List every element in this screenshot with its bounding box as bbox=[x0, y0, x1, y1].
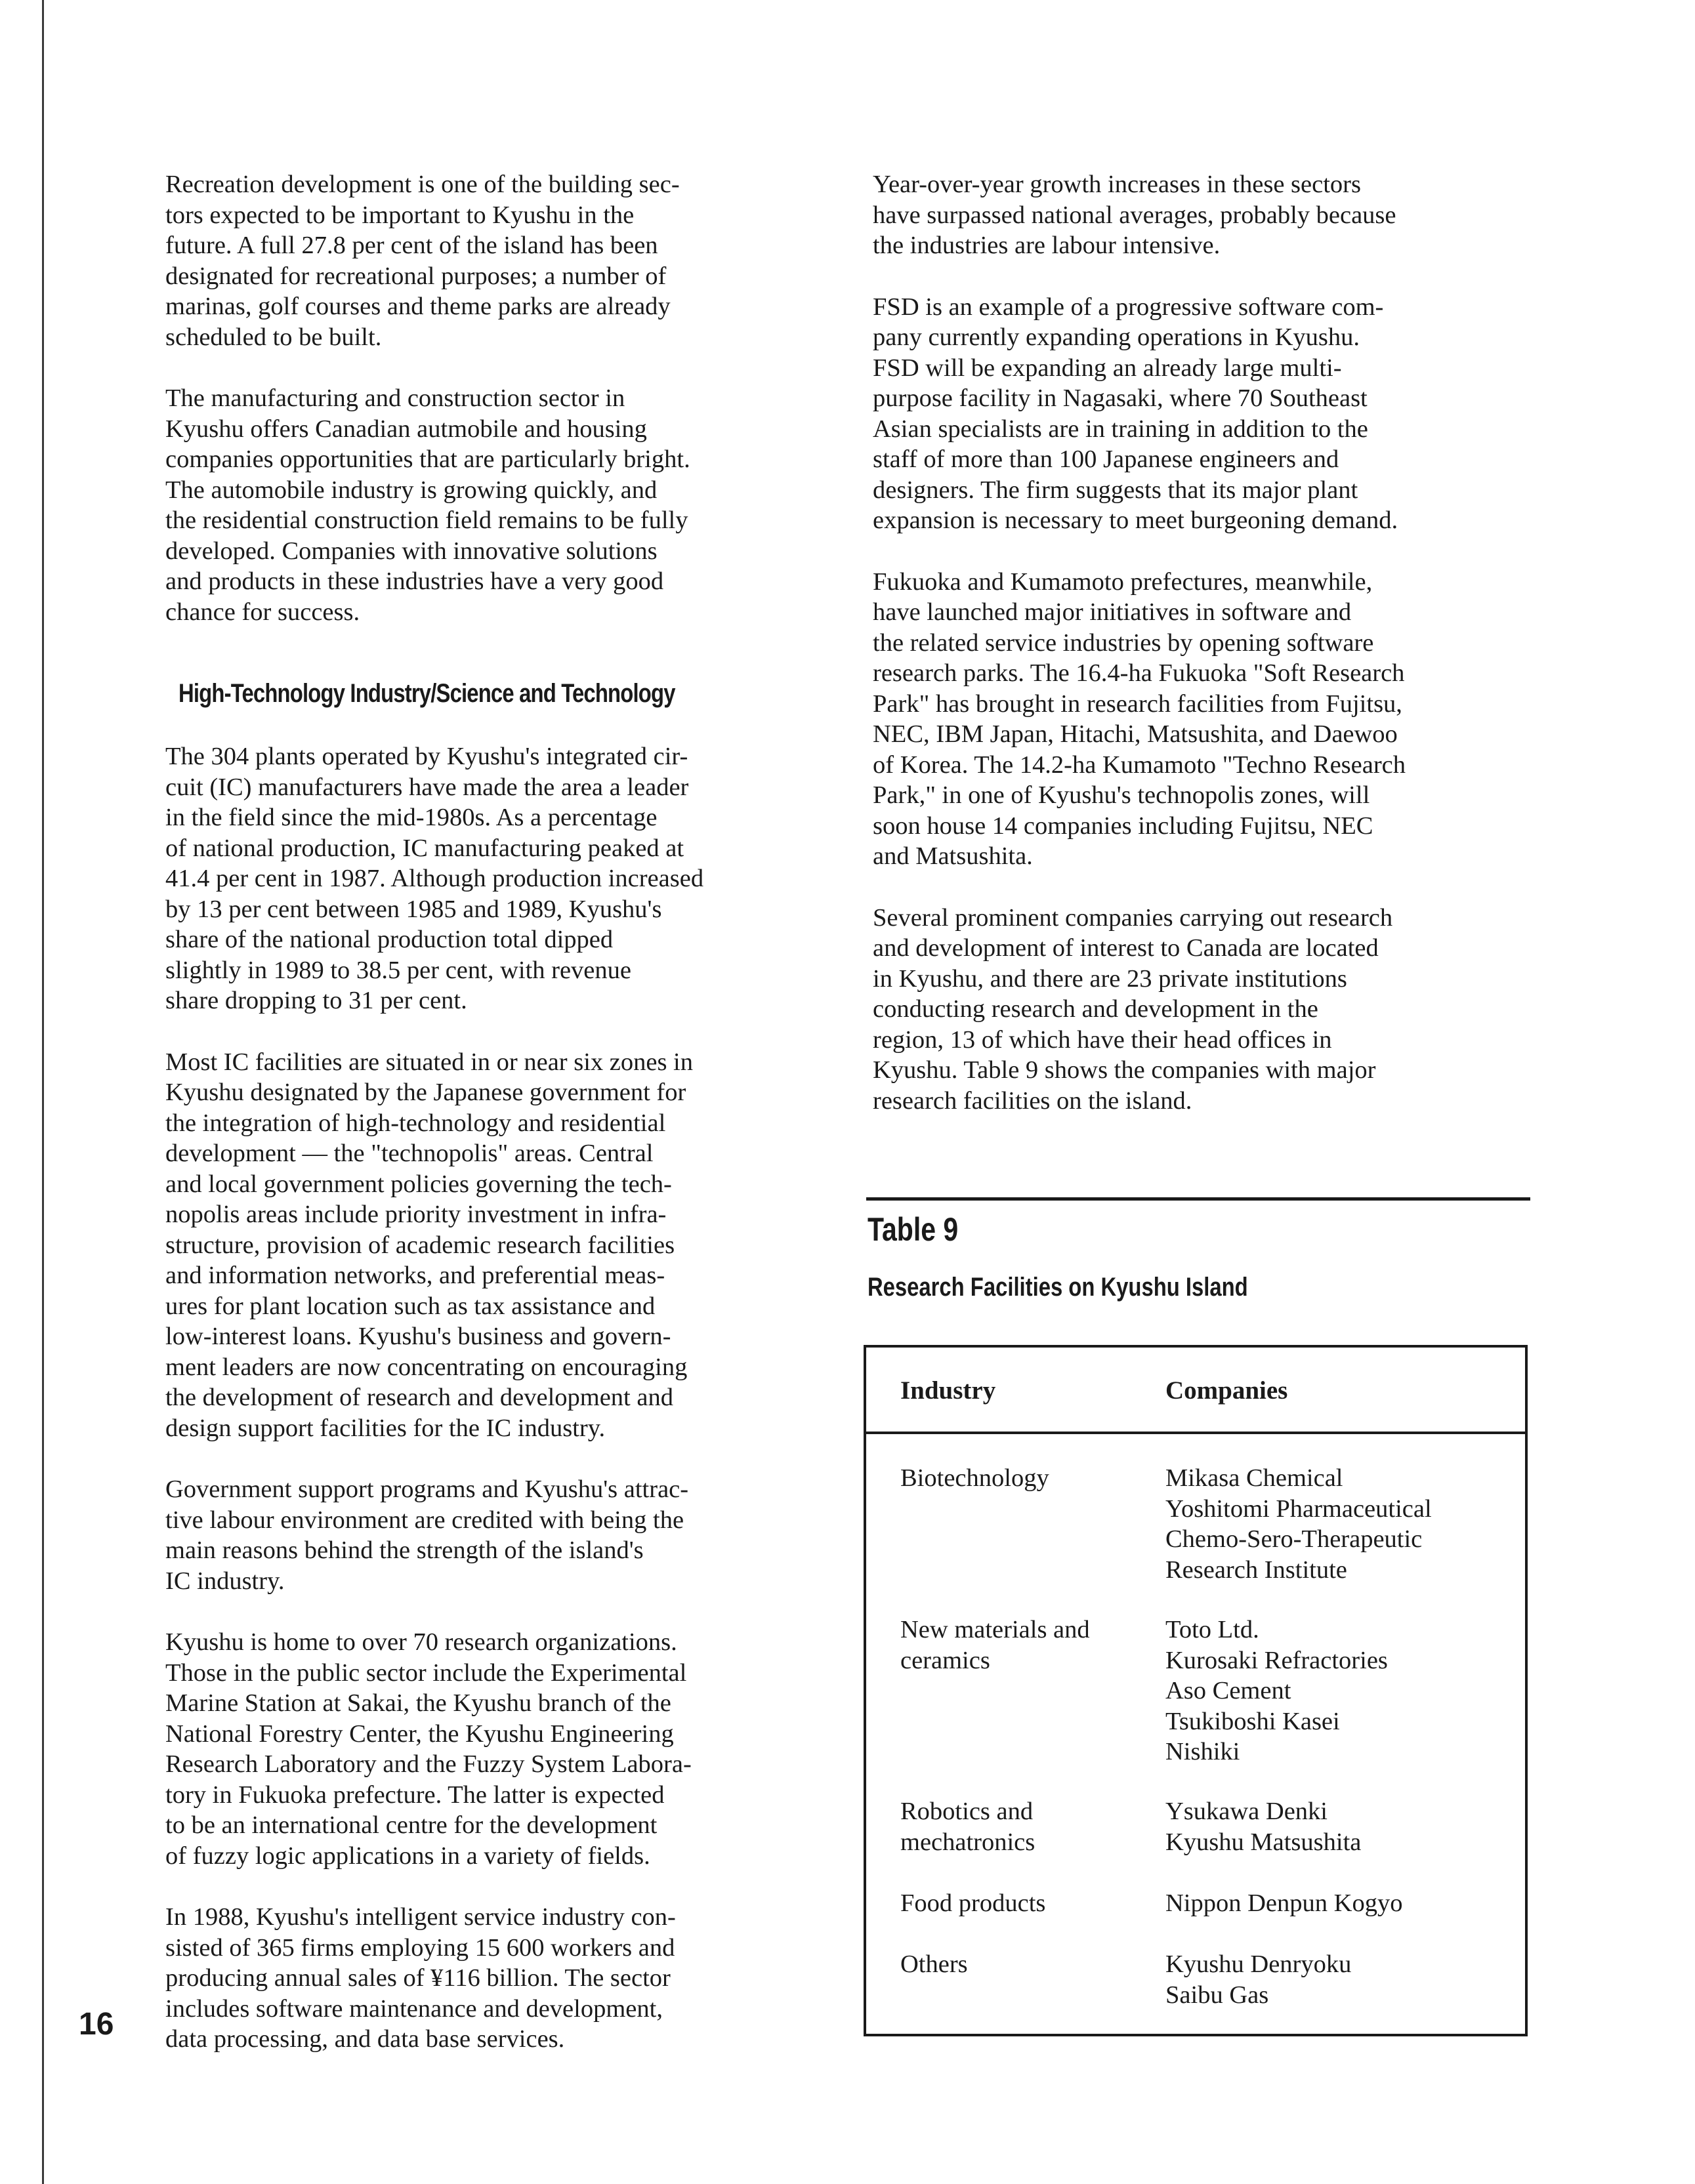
left-column-intro bbox=[165, 169, 835, 658]
paragraph-research-parks: Fukuoka and Kumamoto prefectures, meanwhile, have launched major initiatives in software and the related service industries by opening software research parks. The 16.4-ha Fukuoka "Soft Research Park" has brought in research facilities from Fujitsu, NEC, IBM Japan, Hitachi, Matsushita, and Daewoo of Korea. The 14.2-ha Kumamoto "Techno Research Park," in one of Kyushu's technopolis zones, will soon house 14 companies including Fujitsu, NEC and Matsushita. bbox=[873, 567, 1406, 870]
company-name: Kurosaki Refractories bbox=[1165, 1646, 1388, 1674]
cell-industry: Robotics and mechatronics bbox=[900, 1798, 1036, 1856]
page-number: 16 bbox=[79, 2007, 114, 2042]
company-name: Mikasa Chemical bbox=[1165, 1464, 1343, 1492]
cell-industry: Others bbox=[900, 1950, 968, 1978]
company-name: Kyushu Denryoku bbox=[1165, 1950, 1352, 1978]
company-name: Toto Ltd. bbox=[1165, 1616, 1259, 1643]
table-header-row bbox=[866, 1348, 1525, 1434]
research-facilities-table bbox=[864, 1345, 1528, 2036]
company-name: Saibu Gas bbox=[1165, 1981, 1269, 2009]
paragraph-government-support: Government support programs and Kyushu's attrac- tive labour environment are credited with being the main reasons behind the strength of the island's IC industry. bbox=[165, 1475, 689, 1595]
cell-companies bbox=[1165, 1615, 1520, 1767]
company-name: Tsukiboshi Kasei bbox=[1165, 1707, 1340, 1735]
paragraph-ic-plants: The 304 plants operated by Kyushu's integrated cir- cuit (IC) manufacturers have made the area a leader in the field since the mid-1980s. As a percentage of national production, IC manufacturing peaked at 41.4 per cent in 1987. Although production increased by 13 per cent between 1985 and 1989, Kyushu's share of the national production total dipped slightly in 1989 to 38.5 per cent, with revenue share dropping to 31 per cent. bbox=[165, 743, 704, 1014]
cell-companies bbox=[1165, 1888, 1520, 1919]
cell-companies bbox=[1165, 1949, 1520, 2010]
header-industry: Industry bbox=[900, 1376, 996, 1405]
section-heading: High-Technology Industry/Science and Technology bbox=[178, 679, 675, 708]
header-companies: Companies bbox=[1165, 1376, 1288, 1405]
left-column-section bbox=[165, 741, 835, 2086]
cell-industry: Biotechnology bbox=[900, 1464, 1049, 1492]
paragraph-recreation: Recreation development is one of the building sec- tors expected to be important to Kyushu in the future. A full 27.8 per cent of the island has been designated for recreational purposes; a number of marinas, golf courses and theme parks are already scheduled to be built. bbox=[165, 171, 680, 351]
cell-companies bbox=[1165, 1463, 1520, 1585]
company-name: Ysukawa Denki bbox=[1165, 1798, 1328, 1825]
table-caption: Research Facilities on Kyushu Island bbox=[868, 1273, 1248, 1302]
paragraph-service-industry: In 1988, Kyushu's intelligent service industry con- sisted of 365 firms employing 15 600 workers and producing annual sales of ¥116 billion. The sector includes software maintenance and development, data processing, and data base services. bbox=[165, 1903, 676, 2053]
company-name: Nishiki bbox=[1165, 1738, 1240, 1765]
paragraph-growth: Year-over-year growth increases in these sectors have surpassed national averages, probably because the industries are labour intensive. bbox=[873, 171, 1396, 259]
right-column bbox=[873, 169, 1542, 1147]
cell-industry: Food products bbox=[900, 1889, 1046, 1917]
page-edge-line bbox=[42, 0, 44, 2184]
company-name: Kyushu Matsushita bbox=[1165, 1828, 1362, 1856]
paragraph-prominent-companies: Several prominent companies carrying out research and development of interest to Canada are located in Kyushu, and there are 23 private institutions conducting research and development in the region, 13 of which have their head offices in Kyushu. Table 9 shows the companies with major research facilities on the island. bbox=[873, 903, 1393, 1115]
cell-industry: New materials and ceramics bbox=[900, 1616, 1090, 1674]
company-name: Yoshitomi Pharmaceutical bbox=[1165, 1494, 1432, 1523]
paragraph-manufacturing: The manufacturing and construction sector in Kyushu offers Canadian autmobile and housing companies opportunities that are particularly bright. The automobile industry is growing quickly, and the residential construction field remains to be fully developed. Companies with innovative solutions and products in these industries have a very good chance for success. bbox=[165, 384, 690, 626]
cell-companies bbox=[1165, 1796, 1520, 1857]
paragraph-fsd: FSD is an example of a progressive software com- pany currently expanding operations in Kyushu. FSD will be expanding an already large multi- purpose facility in Nagasaki, where 70 Southeast Asian specialists are in training in addition to the staff of more than 100 Japanese engineers and designers. The firm suggests that its major plant expansion is necessary to meet burgeoning demand. bbox=[873, 293, 1398, 534]
company-name: Nippon Denpun Kogyo bbox=[1165, 1889, 1403, 1917]
paragraph-ic-facilities: Most IC facilities are situated in or near six zones in Kyushu designated by the Japanese government for the integration of high-technology and residential development — the "technopolis" areas. Central and local government policies governing the tech- nopolis areas include priority investment in infra- structure, provision of academic research facilities and information networks, and preferential meas- ures for plant location such as tax assistance and low-interest loans. Kyushu's business and govern- ment leaders are now concentrating on encouraging the development of research and development and design support facilities for the IC industry. bbox=[165, 1048, 694, 1442]
company-name: Chemo-Sero-Therapeutic Research Institute bbox=[1165, 1525, 1423, 1584]
table-number: Table 9 bbox=[868, 1211, 959, 1248]
paragraph-research-organizations: Kyushu is home to over 70 research organizations. Those in the public sector include the Experimental Marine Station at Sakai, the Kyushu branch of the National Forestry Center, the Kyushu Engineering Research Laboratory and the Fuzzy System Labora- tory in Fukuoka prefecture. The latter is expected to be an international centre for the development of fuzzy logic applications in a variety of fields. bbox=[165, 1628, 692, 1870]
table-top-rule bbox=[866, 1197, 1530, 1201]
company-name: Aso Cement bbox=[1165, 1677, 1291, 1704]
